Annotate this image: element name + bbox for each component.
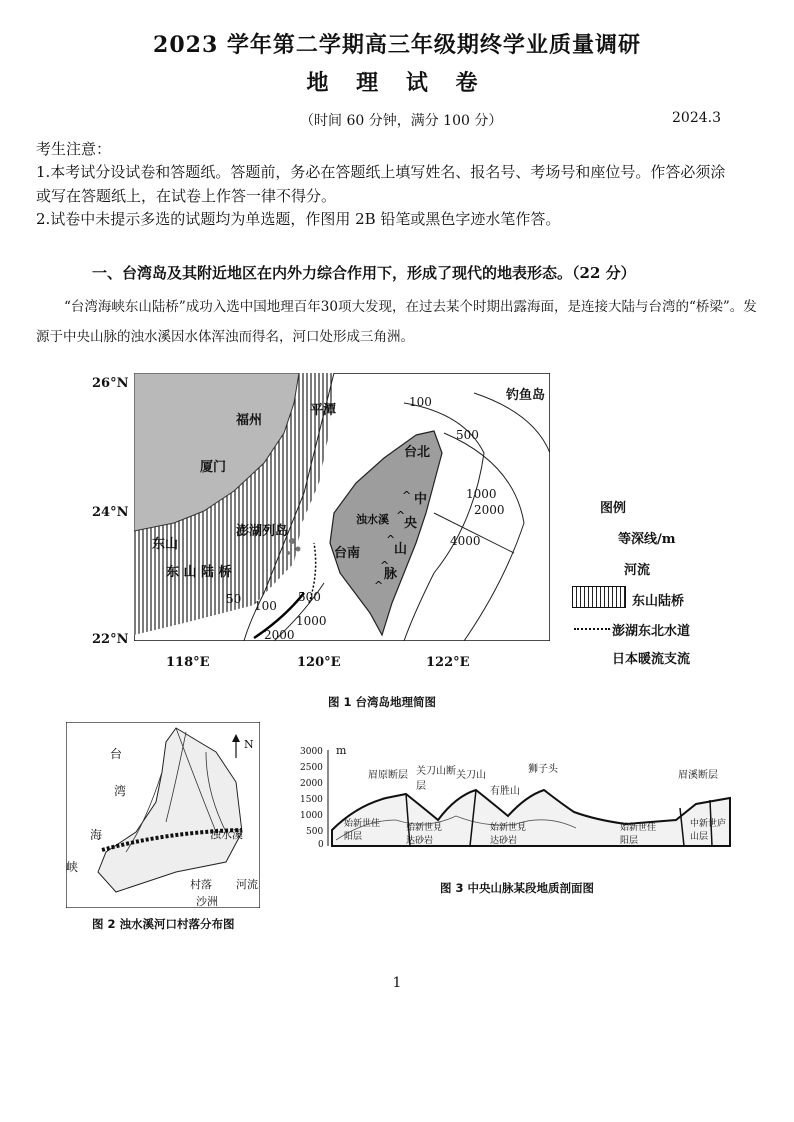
label-central-range-4: 脉 [384, 567, 398, 582]
fig3-ytick: 500 [306, 827, 324, 837]
penghu-island [296, 547, 301, 552]
fig2-river-name: 浊水溪 [210, 828, 243, 841]
contour-label: 100 [409, 395, 432, 409]
figure2-caption: 图 2 浊水溪河口村落分布图 [92, 917, 235, 931]
fig3-ytick: 2500 [300, 763, 323, 773]
fig3-yousheng: 有胜山 [490, 786, 520, 797]
contour-label: 1000 [296, 614, 327, 628]
fig3-meixi: 眉溪断层 [678, 770, 718, 781]
contour-label: 1000 [466, 487, 497, 501]
fig2-legend-sandbar: 沙洲 [196, 895, 218, 908]
label-pingtan: 平潭 [310, 403, 337, 418]
fig3-ytick: 3000 [300, 747, 323, 757]
fig2-north: N [244, 738, 254, 751]
exam-subtitle: 地 理 试 卷 [306, 70, 488, 96]
legend-contour: 等深线/m [618, 532, 676, 547]
lat-label-24: 24°N [92, 505, 129, 520]
contour-label: 500 [298, 590, 321, 604]
legend-hatch-swatch [572, 586, 626, 608]
peak-symbol: ^ [374, 579, 384, 592]
legend-river: 河流 [624, 563, 651, 578]
label-central-range-1: 中 [414, 492, 428, 507]
label-taibei: 台北 [404, 445, 431, 460]
fig2-label-wan: 湾 [114, 784, 127, 798]
fig3-rock3: 始新世見达砂岩 [490, 823, 527, 846]
fig3-rock1: 始新世佳阳层 [344, 819, 381, 842]
fig3-ytick: 0 [318, 840, 324, 850]
intro-paragraph: “台湾海峡东山陆桥”成功入选中国地理百年30项大发现，在过去某个时期出露海面，是连接大陆与台湾的“桥梁”。发源于中央山脉的浊水溪因水体浑浊而得名，河口处形成三角洲。 [36, 299, 757, 345]
figure3-caption: 图 3 中央山脉某段地质剖面图 [440, 881, 595, 895]
village-map [66, 722, 260, 908]
lat-label-26: 26°N [92, 376, 129, 391]
fig2-legend-river: 河流 [236, 878, 258, 891]
fig3-guandao-fault: 关刀山断层 [416, 766, 456, 792]
fig3-unit: m [336, 744, 347, 757]
fig3-guandao: 关刀山 [456, 770, 486, 781]
label-central-range-2: 央 [404, 516, 418, 531]
section-heading: 一、台湾岛及其附近地区在内外力综合作用下，形成了现代的地表形态。（22 分） [92, 264, 636, 282]
label-central-range-3: 山 [394, 542, 408, 557]
fig3-ytick: 1500 [300, 795, 323, 805]
contour-label: 50 [226, 592, 242, 606]
peak-symbol: ^ [386, 533, 396, 546]
legend-channel-swatch [574, 628, 610, 630]
exam-date: 2024.3 [672, 110, 721, 126]
legend-channel: 澎湖东北水道 [612, 624, 691, 639]
label-diaoyu: 钓鱼岛 [506, 388, 546, 403]
label-dongshan-bridge: 东 山 陆 桥 [166, 565, 232, 580]
legend-bridge: 东山陆桥 [632, 594, 685, 609]
label-tainan: 台南 [334, 546, 361, 561]
exam-title: 2023 学年第二学期高三年级期终学业质量调研 [153, 32, 641, 58]
fig2-label-xia: 峡 [66, 860, 79, 874]
lon-label-120: 120°E [297, 655, 341, 670]
fig3-meiyuan: 眉原断层 [368, 770, 408, 781]
notice-item-1: 1.本考试分设试卷和答题纸。答题前，务必在答题纸上填写姓名、报名号、考场号和座位号。作答必须涂或写在答题纸上，在试卷上作答一律不得分。 [36, 163, 726, 205]
fig3-rock5: 中新世庐山层 [690, 819, 727, 842]
contour-label: 2000 [264, 628, 295, 642]
label-penghu: 澎湖列岛 [236, 524, 289, 539]
lat-label-22: 22°N [92, 632, 129, 647]
label-xiamen: 厦门 [200, 460, 227, 475]
page-number: 1 [392, 975, 402, 991]
label-dongshan: 东山 [152, 537, 179, 552]
fig2-legend-village: 村落 [190, 878, 212, 891]
fig3-shizitou: 狮子头 [528, 764, 558, 775]
fig3-rock4: 始新世佳阳层 [620, 823, 657, 846]
contour-label: 2000 [474, 503, 505, 517]
contour-label: 500 [456, 428, 479, 442]
lon-label-118: 118°E [166, 655, 210, 670]
fig3-ytick: 1000 [300, 811, 323, 821]
peak-symbol: ^ [380, 559, 390, 572]
notice-title: 考生注意： [36, 140, 112, 158]
label-zhuoshui: 浊水溪 [356, 513, 389, 526]
contour-label: 4000 [450, 534, 481, 548]
fig3-rock2: 始新世見达砂岩 [406, 823, 443, 846]
penghu-island [286, 551, 290, 555]
fig2-label-hai: 海 [90, 828, 103, 842]
fig3-ytick: 2000 [300, 779, 323, 789]
peak-symbol: ^ [396, 509, 406, 522]
fig2-label-tai: 台 [110, 747, 123, 761]
notice-item-2: 2.试卷中未提示多选的试题均为单选题，作图用 2B 铅笔或黑色字迹水笔作答。 [36, 210, 561, 228]
label-fuzhou: 福州 [236, 413, 263, 428]
lon-label-122: 122°E [426, 655, 470, 670]
legend-current: 日本暖流支流 [612, 652, 691, 667]
penghu-island [289, 538, 295, 544]
contour-label: 100 [254, 599, 277, 613]
figure1-caption: 图 1 台湾岛地理简图 [328, 695, 437, 709]
legend-title: 图例 [600, 501, 627, 516]
time-info: （时间 60 分钟，满分 100 分） [300, 113, 503, 129]
peak-symbol: ^ [402, 489, 412, 502]
